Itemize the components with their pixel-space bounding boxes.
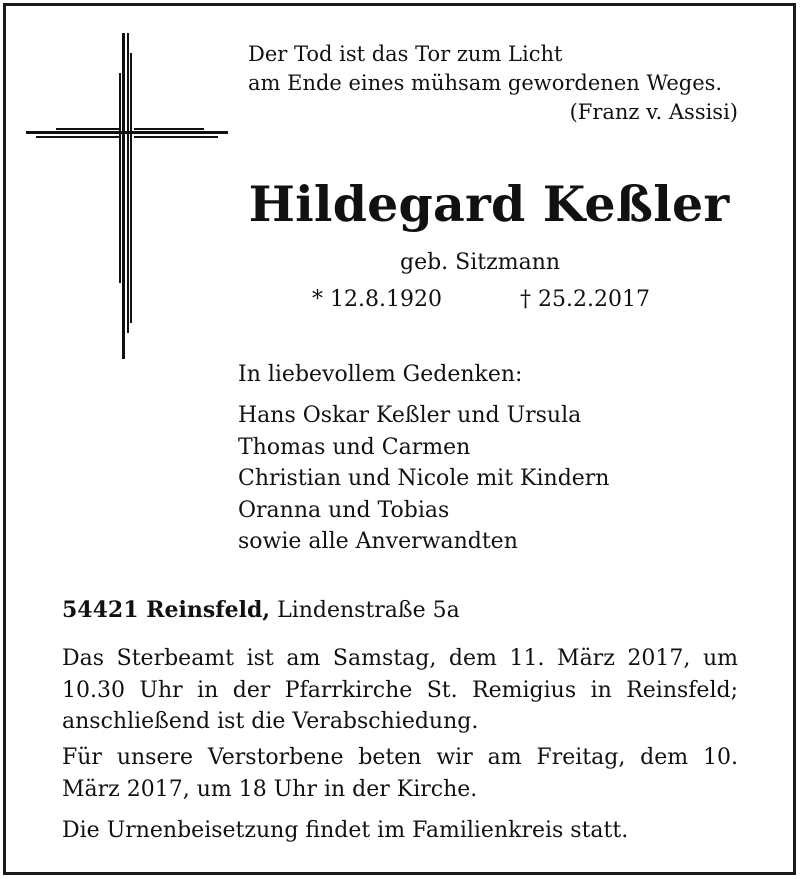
mourner-line: Hans Oskar Keßler und Ursula: [238, 403, 582, 428]
mourner-line: Christian und Nicole mit Kindern: [238, 466, 610, 491]
prayer-paragraph: Für unsere Verstorbene beten wir am Freitag, dem 10. März 2017, um 18 Uhr in der Kirche.: [62, 745, 738, 802]
mourner-line: sowie alle Anverwandten: [238, 529, 518, 554]
maiden-name: geb. Sitzmann: [400, 250, 561, 275]
birth-date: * 12.8.1920: [312, 287, 442, 312]
quote-line-1: Der Tod ist das Tor zum Licht: [248, 42, 563, 66]
burial-paragraph: Die Urnenbeisetzung findet im Familienkreis statt.: [62, 818, 629, 843]
quote-line-2: am Ende eines mühsam gewordenen Weges.: [248, 71, 723, 95]
mourners-intro: In liebevollem Gedenken:: [238, 362, 523, 387]
death-date: † 25.2.2017: [520, 287, 650, 312]
quote: [248, 40, 738, 127]
deceased-name: Hildegard Keßler: [248, 175, 730, 233]
mourner-line: Thomas und Carmen: [238, 434, 471, 460]
address: [62, 597, 460, 623]
mourners-list: [238, 400, 609, 558]
address-street: Lindenstraße 5a: [277, 598, 460, 623]
funeral-mass-paragraph: Das Sterbeamt ist am Samstag, dem 11. März 2017, um 10.30 Uhr in der Pfarrkirche St. Remigius in Reinsfeld; anschließend ist die Verabschiedung.: [62, 646, 738, 734]
cross-icon: [26, 33, 228, 359]
address-postal-city: 54421 Reinsfeld,: [62, 597, 271, 623]
mourner-line: Oranna und Tobias: [238, 497, 450, 523]
quote-author: (Franz v. Assisi): [569, 100, 738, 124]
